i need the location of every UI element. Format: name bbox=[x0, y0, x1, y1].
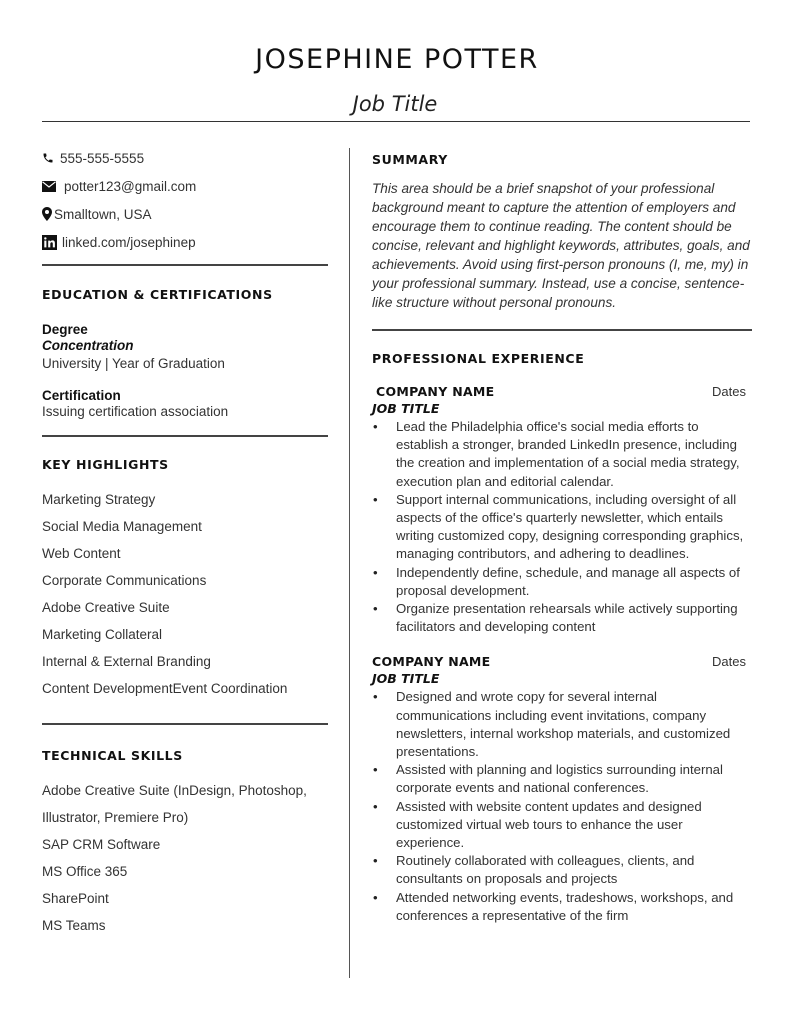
certification-association: Issuing certification association bbox=[42, 404, 229, 419]
highlights-heading: KEY HIGHLIGHTS bbox=[42, 457, 169, 472]
location-text: Smalltown, USA bbox=[54, 206, 152, 222]
job-bullets bbox=[372, 418, 752, 636]
bullet-item: • Routinely collaborated with colleagues, clients, and consultants on proposals and projects bbox=[372, 852, 752, 888]
contact-linkedin bbox=[42, 232, 328, 252]
candidate-name: JOSEPHINE POTTER bbox=[255, 44, 539, 75]
linkedin-text[interactable]: linked.com/josephinep bbox=[62, 234, 196, 250]
job-entry-2 bbox=[372, 654, 752, 925]
highlights-list bbox=[42, 490, 328, 706]
list-item: Illustrator, Premiere Pro) bbox=[42, 810, 189, 825]
job-dates: Dates bbox=[712, 654, 746, 670]
list-item: Internal & External Branding bbox=[42, 654, 211, 669]
right-column bbox=[372, 148, 752, 925]
bullet-item: • Support internal communications, including oversight of all aspects of the office's quarterly newsletter, which entails writing customized copy, designing corresponding graphics, managing contributors, and adhering to deadlines. bbox=[372, 491, 752, 564]
bullet-item: • Independently define, schedule, and manage all aspects of proposal development. bbox=[372, 564, 752, 600]
bullet-item: • Assisted with planning and logistics surrounding internal corporate events and national conferences. bbox=[372, 761, 752, 797]
bullet-item: • Attended networking events, tradeshows, workshops, and conferences a representative of the firm bbox=[372, 889, 752, 925]
job-header bbox=[372, 654, 752, 669]
concentration-label: Concentration bbox=[42, 338, 134, 353]
list-item: Web Content bbox=[42, 546, 121, 561]
linkedin-icon bbox=[42, 235, 60, 250]
contact-block bbox=[42, 148, 328, 252]
job-title: JOB TITLE bbox=[372, 671, 440, 687]
list-item: SAP CRM Software bbox=[42, 837, 161, 852]
skills-list bbox=[42, 781, 328, 943]
degree-label: Degree bbox=[42, 322, 88, 337]
email-text[interactable]: potter123@gmail.com bbox=[64, 178, 197, 194]
left-divider-1 bbox=[42, 264, 328, 266]
summary-heading: SUMMARY bbox=[372, 152, 448, 167]
bullet-item: • Assisted with website content updates and designed customized virtual web tours to enhance the user experience. bbox=[372, 798, 752, 853]
education-heading: EDUCATION & CERTIFICATIONS bbox=[42, 287, 273, 302]
job-dates: Dates bbox=[712, 384, 746, 399]
right-divider-1 bbox=[372, 329, 752, 331]
map-pin-icon bbox=[42, 207, 54, 221]
skills-heading: TECHNICAL SKILLS bbox=[42, 748, 183, 763]
list-item: MS Teams bbox=[42, 918, 106, 933]
column-divider bbox=[349, 148, 350, 978]
phone-text: 555-555-5555 bbox=[60, 150, 145, 166]
list-item: MS Office 365 bbox=[42, 864, 128, 879]
company-name: COMPANY NAME bbox=[372, 654, 491, 670]
summary-text: This area should be a brief snapshot of your professional background meant to capture the attention of employers and encourage them to continue reading. The content should be concise, relevant and highlight keywords, attributes, goals, and achievements. Avoid using first-person pronouns (I, me, my) in your professional summary. Instead, use a concise, sentence-like structure without personal pronouns. bbox=[372, 181, 750, 310]
left-divider-3 bbox=[42, 723, 328, 725]
company-name: COMPANY NAME bbox=[376, 384, 495, 399]
bullet-item: • Lead the Philadelphia office's social media efforts to establish a stronger, branded LinkedIn presence, including the creation and implementation of a social media strategy, execution plan and editorial calendar. bbox=[372, 418, 752, 491]
envelope-icon bbox=[42, 181, 60, 192]
bullet-item: • Designed and wrote copy for several internal communications including event invitations, company newsletters, internal workshop materials, and customized presentations. bbox=[372, 688, 752, 761]
list-item: Content DevelopmentEvent Coordination bbox=[42, 681, 288, 696]
job-entry-1 bbox=[372, 384, 752, 636]
job-header bbox=[372, 384, 752, 399]
candidate-job-title: Job Title bbox=[352, 92, 438, 116]
list-item: Corporate Communications bbox=[42, 573, 207, 588]
list-item: Social Media Management bbox=[42, 519, 202, 534]
list-item: Marketing Strategy bbox=[42, 492, 156, 507]
university-line: University | Year of Graduation bbox=[42, 356, 225, 371]
bullet-item: • Organize presentation rehearsals while actively supporting facilitators and developing content bbox=[372, 600, 752, 636]
experience-heading: PROFESSIONAL EXPERIENCE bbox=[372, 351, 585, 366]
left-divider-2 bbox=[42, 435, 328, 437]
phone-icon bbox=[42, 152, 60, 164]
left-column bbox=[42, 148, 328, 943]
list-item: Adobe Creative Suite bbox=[42, 600, 170, 615]
job-title: JOB TITLE bbox=[372, 401, 440, 416]
contact-email bbox=[42, 176, 328, 196]
contact-phone bbox=[42, 148, 328, 168]
contact-location bbox=[42, 204, 328, 224]
certification-label: Certification bbox=[42, 388, 121, 403]
job-bullets bbox=[372, 688, 752, 925]
list-item: Marketing Collateral bbox=[42, 627, 163, 642]
list-item: SharePoint bbox=[42, 891, 109, 906]
list-item: Adobe Creative Suite (InDesign, Photoshop, bbox=[42, 783, 307, 798]
header-divider bbox=[42, 121, 750, 122]
